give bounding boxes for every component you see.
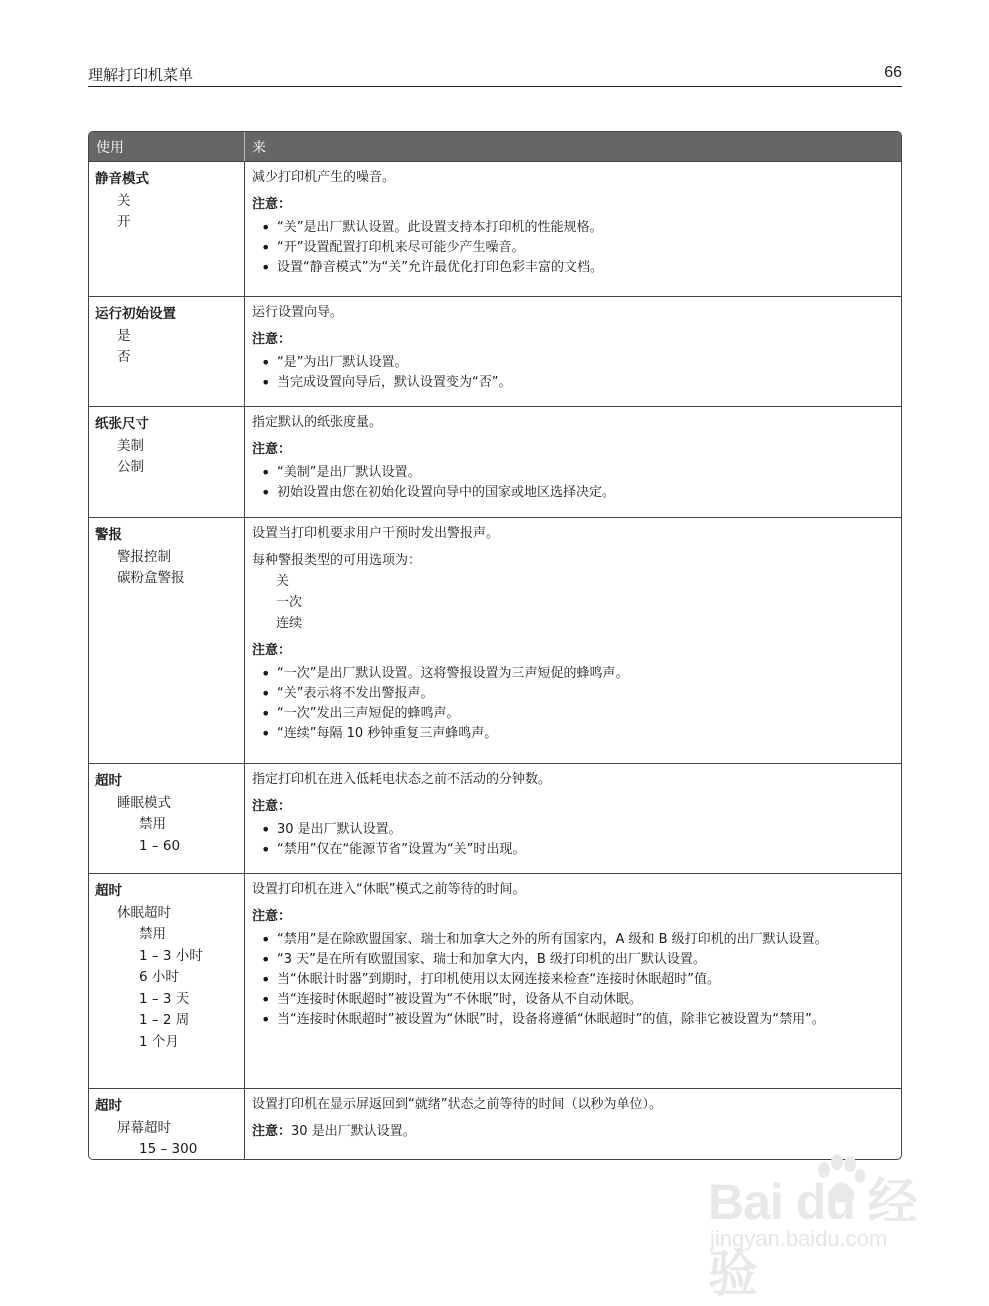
alarm-option: 关 (276, 574, 290, 589)
setting-name: 运行初始设置 (95, 306, 176, 322)
list-item: • 当“连接时休眠超时”被设置为“不休眠”时，设备从不自动休眠。 (252, 991, 893, 1008)
description: 设置打印机在显示屏返回到“就绪”状态之前等待的时间（以秒为单位）。 (252, 1097, 662, 1112)
setting-option: 美制 (117, 437, 144, 454)
description-cell (245, 518, 901, 763)
setting-option: 1 个月 (139, 1033, 179, 1050)
list-item: • 当完成设置向导后，默认设置变为“否”。 (252, 374, 893, 391)
column-header-to: 来 (252, 140, 266, 156)
description-options-intro: 每种警报类型的可用选项为： (252, 553, 422, 568)
note-list (252, 821, 893, 858)
list-item: • “美制”是出厂默认设置。 (252, 464, 893, 481)
list-item: • 当“连接时休眠超时”被设置为“休眠”时，设备将遵循“休眠超时”的值，除非它被设置为“禁用”。 (252, 1011, 893, 1028)
setting-name: 超时 (95, 1098, 122, 1114)
description: 设置打印机在进入“休眠”模式之前等待的时间。 (252, 882, 526, 897)
setting-option: 是 (117, 327, 131, 344)
list-item: • 30 是出厂默认设置。 (252, 821, 893, 838)
setting-option: 否 (117, 349, 131, 365)
setting-option: 1 – 3 小时 (139, 947, 203, 964)
note-list (252, 464, 893, 501)
list-item: • 当“休眠计时器”到期时，打印机使用以太网连接来检查“连接时休眠超时”值。 (252, 971, 893, 988)
table-header (89, 132, 901, 161)
setting-option: 1 – 3 天 (139, 990, 190, 1007)
list-item: • “是”为出厂默认设置。 (252, 354, 893, 371)
list-item: • “关”是出厂默认设置。此设置支持本打印机的性能规格。 (252, 219, 893, 236)
setting-option: 1 – 60 (139, 837, 181, 854)
note-list (252, 219, 893, 276)
setting-option: 警报控制 (117, 548, 171, 565)
list-item: • “一次”发出三声短促的蜂鸣声。 (252, 705, 893, 722)
list-item: • “连续”每隔 10 秒钟重复三声蜂鸣声。 (252, 725, 893, 742)
note-label: 注意： (252, 442, 292, 457)
setting-cell (89, 162, 245, 296)
table-row (89, 161, 901, 296)
list-item: • “禁用”仅在“能源节省”设置为“关”时出现。 (252, 841, 893, 858)
setting-name: 警报 (95, 527, 122, 543)
inline-note (252, 1122, 893, 1142)
setting-name: 纸张尺寸 (95, 416, 149, 432)
note-label: 注意： (252, 909, 292, 924)
list-item: • 初始设置由您在初始化设置向导中的国家或地区选择决定。 (252, 484, 893, 501)
setting-sub-name: 休眠超时 (117, 904, 171, 921)
setting-option: 禁用 (139, 816, 166, 832)
list-item: • “禁用”是在除欧盟国家、瑞士和加拿大之外的所有国家内，A 级和 B 级打印机的出厂默认设置。 (252, 931, 893, 948)
list-item: • “3 天”是在所有欧盟国家、瑞士和加拿大内，B 级打印机的出厂默认设置。 (252, 951, 893, 968)
alarm-option: 一次 (276, 595, 303, 610)
alarm-option: 连续 (276, 616, 303, 631)
setting-option: 关 (117, 192, 131, 209)
description-cell (245, 162, 901, 296)
setting-option: 碳粉盒警报 (117, 570, 185, 586)
setting-option: 15 – 300 (139, 1141, 198, 1157)
table-row (89, 296, 901, 406)
note-list (252, 665, 893, 742)
setting-sub-name: 睡眠模式 (117, 794, 171, 811)
description-cell (245, 297, 901, 406)
column-header-use: 使用 (89, 132, 245, 161)
setting-option: 禁用 (139, 926, 166, 942)
description-cell (245, 1089, 901, 1159)
note-list (252, 354, 893, 391)
note-label: 注意： (252, 1124, 292, 1139)
description: 运行设置向导。 (252, 305, 344, 320)
description-cell (245, 874, 901, 1088)
page-title: 理解打印机菜单 (88, 66, 194, 84)
watermark (700, 1150, 930, 1302)
list-item: • “关”表示将不发出警报声。 (252, 685, 893, 702)
page-header (88, 62, 902, 87)
setting-option: 开 (117, 214, 131, 230)
description: 减少打印机产生的噪音。 (252, 170, 396, 185)
watermark-url: jingyan.baidu.com (710, 1226, 888, 1251)
table-row (89, 406, 901, 517)
setting-name: 超时 (95, 773, 122, 789)
list-item: • “一次”是出厂默认设置。这将警报设置为三声短促的蜂鸣声。 (252, 665, 893, 682)
description: 设置当打印机要求用户干预时发出警报声。 (252, 526, 500, 541)
page-number: 66 (884, 64, 902, 81)
list-item: • 设置“静音模式”为“关”允许最优化打印色彩丰富的文档。 (252, 259, 893, 276)
note-label: 注意： (252, 332, 292, 347)
setting-option: 6 小时 (139, 969, 179, 985)
note-label: 注意： (252, 799, 292, 814)
note-text: 30 是出厂默认设置。 (291, 1124, 416, 1139)
setting-option: 公制 (117, 459, 144, 475)
description-cell (245, 407, 901, 517)
note-list (252, 931, 893, 1028)
note-label: 注意： (252, 643, 292, 658)
table-row (89, 873, 901, 1088)
description: 指定默认的纸张度量。 (252, 415, 383, 430)
setting-cell (89, 297, 245, 406)
settings-table (88, 131, 902, 1160)
watermark-logo: Bai du 经验 (708, 1174, 917, 1302)
setting-name: 静音模式 (95, 171, 149, 187)
setting-cell (89, 764, 245, 873)
table-row (89, 1088, 901, 1159)
table-row (89, 517, 901, 763)
list-item: • “开”设置配置打印机来尽可能少产生噪音。 (252, 239, 893, 256)
setting-cell (89, 874, 245, 1088)
note-label: 注意： (252, 197, 292, 212)
setting-cell (89, 518, 245, 763)
description-cell (245, 764, 901, 873)
setting-cell (89, 1089, 245, 1159)
setting-cell (89, 407, 245, 517)
setting-name: 超时 (95, 883, 122, 899)
description: 指定打印机在进入低耗电状态之前不活动的分钟数。 (252, 772, 552, 787)
setting-option: 1 – 2 周 (139, 1012, 190, 1028)
setting-sub-name: 屏幕超时 (117, 1119, 171, 1136)
table-row (89, 763, 901, 873)
